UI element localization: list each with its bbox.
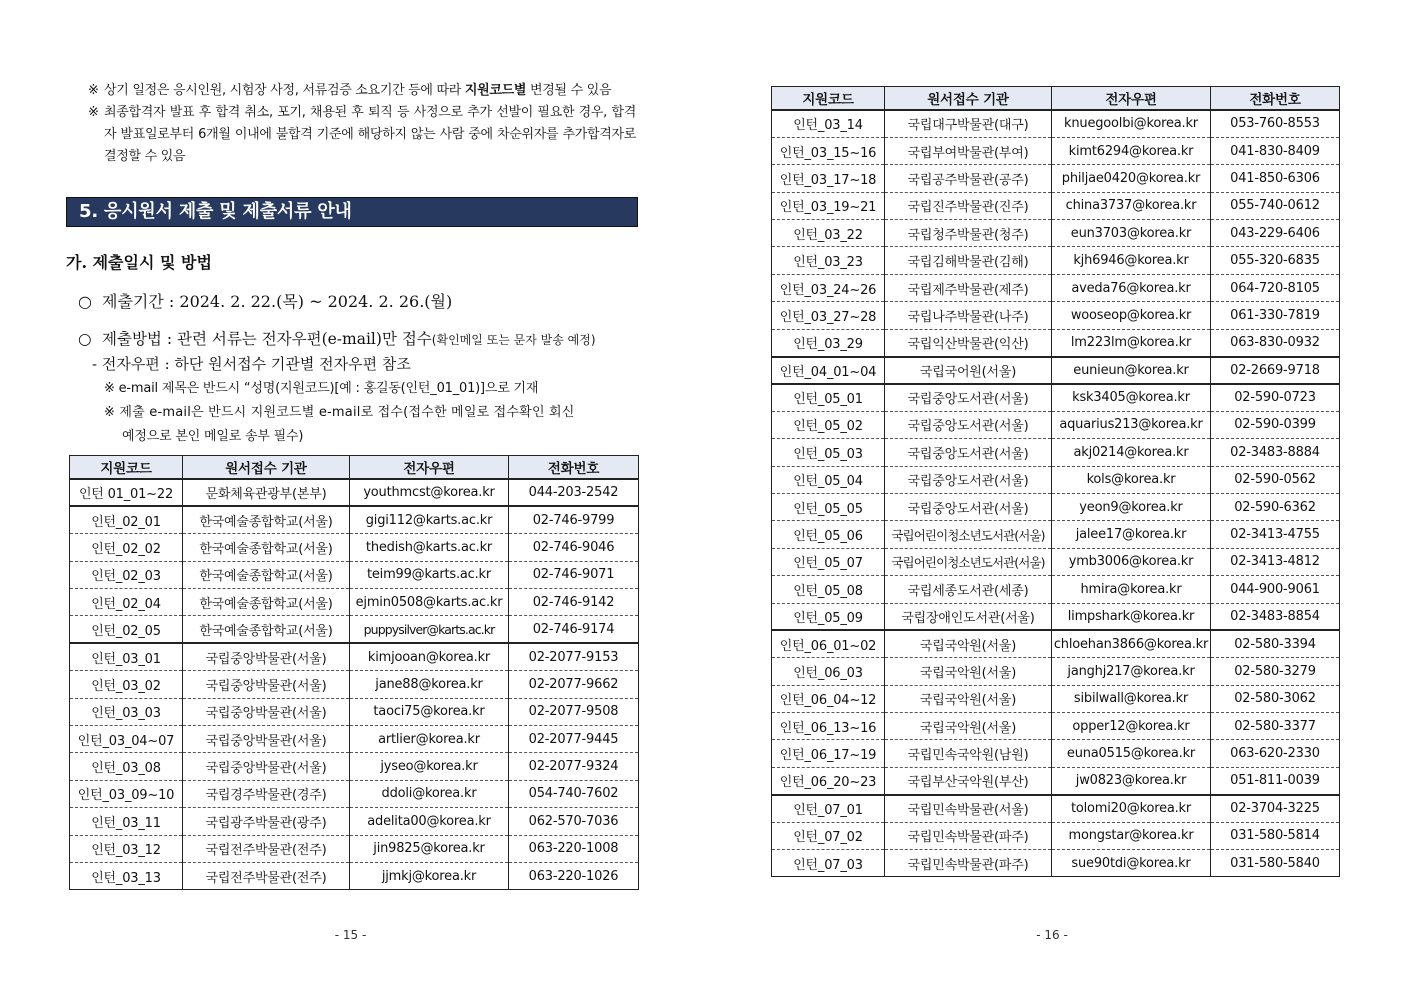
page-16 bbox=[701, 0, 1403, 992]
cell-code: 인턴_05_03 bbox=[772, 439, 885, 466]
cell-code: 인턴_02_05 bbox=[70, 616, 183, 643]
cell-email[interactable]: opper12@korea.kr bbox=[1052, 713, 1211, 740]
table-row bbox=[772, 630, 1340, 657]
cell-code: 인턴_03_29 bbox=[772, 329, 885, 356]
header-phone: 전화번호 bbox=[1211, 87, 1340, 111]
cell-email[interactable]: tolomi20@korea.kr bbox=[1052, 795, 1211, 822]
table-row bbox=[772, 110, 1340, 137]
cell-phone: 02-3483-8854 bbox=[1211, 603, 1340, 630]
cell-code: 인턴_05_07 bbox=[772, 548, 885, 575]
cell-email[interactable]: jw0823@korea.kr bbox=[1052, 767, 1211, 794]
sub-note: 예정으로 본인 메일로 송부 필수) bbox=[122, 429, 304, 444]
table-row bbox=[70, 643, 639, 670]
table-row bbox=[772, 850, 1340, 877]
cell-phone: 031-580-5814 bbox=[1211, 822, 1340, 849]
table-row bbox=[772, 658, 1340, 685]
cell-org: 한국예술종합학교(서울) bbox=[183, 534, 350, 561]
table-row bbox=[772, 384, 1340, 411]
cell-org: 국립중앙도서관(서울) bbox=[885, 411, 1052, 438]
cell-org: 국립광주박물관(광주) bbox=[183, 808, 350, 835]
cell-email[interactable]: philjae0420@korea.kr bbox=[1052, 165, 1211, 192]
cell-code: 인턴_03_27~28 bbox=[772, 302, 885, 329]
cell-email[interactable]: thedish@karts.ac.kr bbox=[350, 534, 509, 561]
cell-phone: 044-203-2542 bbox=[509, 479, 639, 506]
cell-phone: 061-330-7819 bbox=[1211, 302, 1340, 329]
table-row bbox=[772, 576, 1340, 603]
cell-phone: 02-746-9046 bbox=[509, 534, 639, 561]
cell-phone: 02-590-0723 bbox=[1211, 384, 1340, 411]
cell-code: 인턴_07_02 bbox=[772, 822, 885, 849]
cell-email[interactable]: jyseo@korea.kr bbox=[350, 753, 509, 780]
cell-email[interactable]: aveda76@korea.kr bbox=[1052, 274, 1211, 301]
note-bold: 지원코드별 bbox=[464, 83, 527, 98]
cell-phone: 063-220-1026 bbox=[509, 862, 639, 889]
table-row bbox=[772, 137, 1340, 164]
table-row bbox=[70, 808, 639, 835]
page-number: - 15 - bbox=[334, 928, 367, 942]
cell-org: 국립장애인도서관(서울) bbox=[885, 603, 1052, 630]
table-row bbox=[70, 862, 639, 889]
table-row bbox=[70, 698, 639, 725]
cell-org: 국립국악원(서울) bbox=[885, 658, 1052, 685]
cell-email[interactable]: china3737@korea.kr bbox=[1052, 192, 1211, 219]
cell-email[interactable]: aquarius213@korea.kr bbox=[1052, 411, 1211, 438]
cell-phone: 02-590-6362 bbox=[1211, 493, 1340, 520]
cell-org: 국립중앙박물관(서울) bbox=[183, 671, 350, 698]
cell-code: 인턴_05_06 bbox=[772, 521, 885, 548]
cell-email[interactable]: akj0214@korea.kr bbox=[1052, 439, 1211, 466]
cell-code: 인턴_03_09~10 bbox=[70, 780, 183, 807]
note-mark: ※ bbox=[88, 105, 99, 120]
cell-email[interactable]: hmira@korea.kr bbox=[1052, 576, 1211, 603]
cell-phone: 064-720-8105 bbox=[1211, 274, 1340, 301]
table-row bbox=[70, 671, 639, 698]
cell-org: 국립민속박물관(파주) bbox=[885, 822, 1052, 849]
table-row bbox=[772, 740, 1340, 767]
method-note: (확인메일 또는 문자 발송 예정) bbox=[431, 333, 596, 347]
cell-email[interactable]: euna0515@korea.kr bbox=[1052, 740, 1211, 767]
table-row bbox=[772, 247, 1340, 274]
table-row bbox=[772, 493, 1340, 520]
table-row bbox=[772, 302, 1340, 329]
cell-code: 인턴_03_03 bbox=[70, 698, 183, 725]
table-row bbox=[772, 822, 1340, 849]
section-title: 5. 응시원서 제출 및 제출서류 안내 bbox=[66, 197, 638, 227]
cell-email[interactable]: ejmin0508@karts.ac.kr bbox=[350, 589, 509, 616]
cell-email[interactable]: jane88@korea.kr bbox=[350, 671, 509, 698]
cell-email[interactable]: youthmcst@korea.kr bbox=[350, 479, 509, 506]
cell-email[interactable]: lm223lm@korea.kr bbox=[1052, 329, 1211, 356]
cell-org: 국립민속박물관(서울) bbox=[885, 795, 1052, 822]
cell-phone: 02-2077-9153 bbox=[509, 643, 639, 670]
cell-email[interactable]: ksk3405@korea.kr bbox=[1052, 384, 1211, 411]
cell-org: 국립나주박물관(나주) bbox=[885, 302, 1052, 329]
header-phone: 전화번호 bbox=[509, 456, 639, 480]
cell-phone: 051-811-0039 bbox=[1211, 767, 1340, 794]
cell-org: 국립민속박물관(파주) bbox=[885, 850, 1052, 877]
cell-phone: 031-580-5840 bbox=[1211, 850, 1340, 877]
table-row bbox=[772, 329, 1340, 356]
cell-code: 인턴_05_09 bbox=[772, 603, 885, 630]
cell-org: 국립중앙도서관(서울) bbox=[885, 493, 1052, 520]
table-row bbox=[70, 534, 639, 561]
cell-phone: 02-3413-4812 bbox=[1211, 548, 1340, 575]
note-mark: ※ bbox=[88, 83, 99, 98]
cell-code: 인턴_02_03 bbox=[70, 561, 183, 588]
cell-phone: 02-2077-9662 bbox=[509, 671, 639, 698]
cell-email[interactable]: wooseop@korea.kr bbox=[1052, 302, 1211, 329]
cell-email[interactable]: knuegoolbi@korea.kr bbox=[1052, 110, 1211, 137]
method-text: 제출방법 : 관련 서류는 전자우편(e-mail)만 접수 bbox=[102, 330, 432, 348]
cell-email[interactable]: chloehan3866@korea.kr bbox=[1052, 630, 1211, 657]
cell-code: 인턴_05_05 bbox=[772, 493, 885, 520]
cell-code: 인턴_03_08 bbox=[70, 753, 183, 780]
header-org: 원서접수 기관 bbox=[885, 87, 1052, 111]
table-row bbox=[772, 165, 1340, 192]
cell-org: 한국예술종합학교(서울) bbox=[183, 589, 350, 616]
cell-phone: 053-760-8553 bbox=[1211, 110, 1340, 137]
cell-code: 인턴_03_14 bbox=[772, 110, 885, 137]
cell-code: 인턴_03_23 bbox=[772, 247, 885, 274]
contact-table-right bbox=[771, 86, 1340, 877]
bullet-circle: ○ bbox=[78, 292, 92, 311]
cell-org: 국립중앙도서관(서울) bbox=[885, 439, 1052, 466]
page-15 bbox=[0, 0, 701, 992]
cell-org: 문화체육관광부(본부) bbox=[183, 479, 350, 506]
cell-code: 인턴_05_04 bbox=[772, 466, 885, 493]
cell-phone: 063-830-0932 bbox=[1211, 329, 1340, 356]
cell-email[interactable]: jjmkj@korea.kr bbox=[350, 862, 509, 889]
cell-org: 국립부여박물관(부여) bbox=[885, 137, 1052, 164]
header-email: 전자우편 bbox=[350, 456, 509, 480]
subsection-title: 가. 제출일시 및 방법 bbox=[66, 253, 212, 272]
table-row bbox=[772, 220, 1340, 247]
note-text: 최종합격자 발표 후 합격 취소, 포기, 채용된 후 퇴직 등 사정으로 추가 선발이 필요한 경우, 합격자 발표일로부터 6개월 이내에 불합격 기준에 해당하지 않는 사람 중에 차순위자를 추가합격자로 결정할 수 있음 bbox=[104, 105, 636, 164]
cell-org: 한국예술종합학교(서울) bbox=[183, 506, 350, 533]
cell-phone: 02-590-0562 bbox=[1211, 466, 1340, 493]
cell-code: 인턴_06_03 bbox=[772, 658, 885, 685]
note-additional-pass bbox=[88, 102, 636, 168]
cell-email[interactable]: kimt6294@korea.kr bbox=[1052, 137, 1211, 164]
cell-email[interactable]: teim99@karts.ac.kr bbox=[350, 561, 509, 588]
cell-org: 국립진주박물관(진주) bbox=[885, 192, 1052, 219]
cell-email[interactable]: jalee17@korea.kr bbox=[1052, 521, 1211, 548]
cell-code: 인턴_02_04 bbox=[70, 589, 183, 616]
cell-email[interactable]: kjh6946@korea.kr bbox=[1052, 247, 1211, 274]
page-number: - 16 - bbox=[1036, 928, 1068, 942]
table-row bbox=[70, 726, 639, 753]
bullet-circle: ○ bbox=[78, 330, 92, 348]
submission-method bbox=[78, 327, 596, 349]
cell-code: 인턴_03_04~07 bbox=[70, 726, 183, 753]
cell-org: 국립경주박물관(경주) bbox=[183, 780, 350, 807]
cell-phone: 063-220-1008 bbox=[509, 835, 639, 862]
cell-phone: 02-746-9799 bbox=[509, 506, 639, 533]
cell-org: 국립중앙도서관(서울) bbox=[885, 466, 1052, 493]
cell-org: 국립중앙박물관(서울) bbox=[183, 753, 350, 780]
cell-code: 인턴_06_17~19 bbox=[772, 740, 885, 767]
cell-code: 인턴_02_01 bbox=[70, 506, 183, 533]
cell-code: 인턴_03_02 bbox=[70, 671, 183, 698]
table-row bbox=[772, 767, 1340, 794]
cell-code: 인턴_03_19~21 bbox=[772, 192, 885, 219]
period-text: 제출기간 : 2024. 2. 22.(목) ~ 2024. 2. 26.(월) bbox=[102, 292, 453, 311]
table-row bbox=[70, 753, 639, 780]
table-row bbox=[772, 685, 1340, 712]
cell-code: 인턴_06_13~16 bbox=[772, 713, 885, 740]
cell-code: 인턴_03_01 bbox=[70, 643, 183, 670]
header-email: 전자우편 bbox=[1052, 87, 1211, 111]
cell-org: 국립어린이청소년도서관(서울) bbox=[885, 521, 1052, 548]
cell-email[interactable]: eun3703@korea.kr bbox=[1052, 220, 1211, 247]
cell-org: 국립익산박물관(익산) bbox=[885, 329, 1052, 356]
cell-phone: 043-229-6406 bbox=[1211, 220, 1340, 247]
cell-code: 인턴_05_02 bbox=[772, 411, 885, 438]
cell-code: 인턴_06_04~12 bbox=[772, 685, 885, 712]
cell-email[interactable]: sue90tdi@korea.kr bbox=[1052, 850, 1211, 877]
cell-phone: 055-320-6835 bbox=[1211, 247, 1340, 274]
cell-org: 국립전주박물관(전주) bbox=[183, 835, 350, 862]
table-row bbox=[772, 274, 1340, 301]
cell-code: 인턴_05_01 bbox=[772, 384, 885, 411]
contact-table-left bbox=[69, 455, 639, 890]
cell-code: 인턴_07_01 bbox=[772, 795, 885, 822]
cell-org: 국립국악원(서울) bbox=[885, 713, 1052, 740]
cell-phone: 02-746-9174 bbox=[509, 616, 639, 643]
cell-email[interactable]: jin9825@korea.kr bbox=[350, 835, 509, 862]
table-row bbox=[70, 479, 639, 506]
cell-code: 인턴_03_17~18 bbox=[772, 165, 885, 192]
cell-org: 국립부산국악원(부산) bbox=[885, 767, 1052, 794]
cell-email[interactable]: ymb3006@korea.kr bbox=[1052, 548, 1211, 575]
note-schedule-change bbox=[88, 80, 636, 102]
header-org: 원서접수 기관 bbox=[183, 456, 350, 480]
cell-org: 국립제주박물관(제주) bbox=[885, 274, 1052, 301]
cell-code: 인턴 01_01~22 bbox=[70, 479, 183, 506]
table-row bbox=[70, 616, 639, 643]
cell-org: 국립세종도서관(세종) bbox=[885, 576, 1052, 603]
cell-email[interactable]: taoci75@korea.kr bbox=[350, 698, 509, 725]
cell-code: 인턴_03_11 bbox=[70, 808, 183, 835]
cell-email[interactable]: kimjooan@korea.kr bbox=[350, 643, 509, 670]
cell-email[interactable]: ddoli@korea.kr bbox=[350, 780, 509, 807]
table-row bbox=[772, 192, 1340, 219]
submission-period bbox=[78, 289, 452, 312]
cell-email[interactable]: yeon9@korea.kr bbox=[1052, 493, 1211, 520]
table-row bbox=[772, 466, 1340, 493]
table-row bbox=[70, 835, 639, 862]
cell-org: 국립국악원(서울) bbox=[885, 630, 1052, 657]
cell-code: 인턴_02_02 bbox=[70, 534, 183, 561]
table-header-row bbox=[70, 456, 639, 480]
cell-code: 인턴_03_22 bbox=[772, 220, 885, 247]
note-text: 변경될 수 있음 bbox=[526, 83, 612, 98]
cell-email[interactable]: adelita00@korea.kr bbox=[350, 808, 509, 835]
cell-org: 국립어린이청소년도서관(서울) bbox=[885, 548, 1052, 575]
cell-phone: 044-900-9061 bbox=[1211, 576, 1340, 603]
cell-phone: 02-3413-4755 bbox=[1211, 521, 1340, 548]
cell-org: 국립민속국악원(남원) bbox=[885, 740, 1052, 767]
cell-org: 국립전주박물관(전주) bbox=[183, 862, 350, 889]
email-reference: - 전자우편 : 하단 원서접수 기관별 전자우편 참조 bbox=[92, 355, 411, 373]
header-code: 지원코드 bbox=[772, 87, 885, 111]
cell-code: 인턴_07_03 bbox=[772, 850, 885, 877]
cell-phone: 02-2077-9445 bbox=[509, 726, 639, 753]
cell-phone: 02-2077-9508 bbox=[509, 698, 639, 725]
cell-phone: 02-3483-8884 bbox=[1211, 439, 1340, 466]
cell-email[interactable]: janghj217@korea.kr bbox=[1052, 658, 1211, 685]
cell-org: 국립국어원(서울) bbox=[885, 357, 1052, 384]
cell-code: 인턴_04_01~04 bbox=[772, 357, 885, 384]
cell-code: 인턴_05_08 bbox=[772, 576, 885, 603]
cell-code: 인턴_03_24~26 bbox=[772, 274, 885, 301]
table-row bbox=[772, 439, 1340, 466]
cell-org: 국립공주박물관(공주) bbox=[885, 165, 1052, 192]
cell-code: 인턴_03_12 bbox=[70, 835, 183, 862]
cell-email[interactable]: kols@korea.kr bbox=[1052, 466, 1211, 493]
cell-phone: 02-590-0399 bbox=[1211, 411, 1340, 438]
cell-org: 국립청주박물관(청주) bbox=[885, 220, 1052, 247]
table-row bbox=[772, 603, 1340, 630]
table-row bbox=[70, 589, 639, 616]
cell-phone: 02-2077-9324 bbox=[509, 753, 639, 780]
cell-code: 인턴_03_13 bbox=[70, 862, 183, 889]
cell-code: 인턴_06_20~23 bbox=[772, 767, 885, 794]
table-row bbox=[772, 795, 1340, 822]
cell-phone: 02-580-3062 bbox=[1211, 685, 1340, 712]
cell-org: 국립대구박물관(대구) bbox=[885, 110, 1052, 137]
table-row bbox=[772, 713, 1340, 740]
cell-phone: 02-746-9071 bbox=[509, 561, 639, 588]
cell-phone: 02-2669-9718 bbox=[1211, 357, 1340, 384]
cell-email[interactable]: mongstar@korea.kr bbox=[1052, 822, 1211, 849]
sub-note: ※ 제출 e-mail은 반드시 지원코드별 e-mail로 접수(접수한 메일로 접수확인 회신 bbox=[104, 405, 575, 420]
cell-org: 한국예술종합학교(서울) bbox=[183, 561, 350, 588]
cell-email[interactable]: limpshark@korea.kr bbox=[1052, 603, 1211, 630]
cell-phone: 02-580-3394 bbox=[1211, 630, 1340, 657]
note-text: 상기 일정은 응시인원, 시험장 사정, 서류검증 소요기간 등에 따라 bbox=[104, 83, 465, 98]
cell-code: 인턴_03_15~16 bbox=[772, 137, 885, 164]
cell-phone: 054-740-7602 bbox=[509, 780, 639, 807]
cell-org: 국립중앙박물관(서울) bbox=[183, 643, 350, 670]
cell-code: 인턴_06_01~02 bbox=[772, 630, 885, 657]
table-row bbox=[70, 506, 639, 533]
table-header-row bbox=[772, 87, 1340, 111]
cell-email[interactable]: gigi112@karts.ac.kr bbox=[350, 506, 509, 533]
cell-phone: 062-570-7036 bbox=[509, 808, 639, 835]
header-code: 지원코드 bbox=[70, 456, 183, 480]
table-row bbox=[772, 357, 1340, 384]
cell-org: 국립중앙박물관(서울) bbox=[183, 726, 350, 753]
sub-note: ※ e-mail 제목은 반드시 “성명(지원코드)[예 : 홍길동(인턴_01_01)]으로 기재 bbox=[104, 381, 539, 396]
cell-email[interactable]: puppysilver@karts.ac.kr bbox=[350, 616, 509, 643]
cell-phone: 02-580-3279 bbox=[1211, 658, 1340, 685]
cell-email[interactable]: eunieun@korea.kr bbox=[1052, 357, 1211, 384]
cell-phone: 02-746-9142 bbox=[509, 589, 639, 616]
cell-email[interactable]: artlier@korea.kr bbox=[350, 726, 509, 753]
table-row bbox=[70, 561, 639, 588]
cell-org: 국립중앙도서관(서울) bbox=[885, 384, 1052, 411]
table-row bbox=[772, 548, 1340, 575]
cell-email[interactable]: sibilwall@korea.kr bbox=[1052, 685, 1211, 712]
table-row bbox=[772, 521, 1340, 548]
cell-org: 국립국악원(서울) bbox=[885, 685, 1052, 712]
cell-phone: 02-3704-3225 bbox=[1211, 795, 1340, 822]
cell-phone: 041-850-6306 bbox=[1211, 165, 1340, 192]
cell-phone: 041-830-8409 bbox=[1211, 137, 1340, 164]
table-row bbox=[70, 780, 639, 807]
cell-org: 국립김해박물관(김해) bbox=[885, 247, 1052, 274]
cell-org: 국립중앙박물관(서울) bbox=[183, 698, 350, 725]
cell-phone: 063-620-2330 bbox=[1211, 740, 1340, 767]
cell-org: 한국예술종합학교(서울) bbox=[183, 616, 350, 643]
table-row bbox=[772, 411, 1340, 438]
cell-phone: 02-580-3377 bbox=[1211, 713, 1340, 740]
cell-phone: 055-740-0612 bbox=[1211, 192, 1340, 219]
